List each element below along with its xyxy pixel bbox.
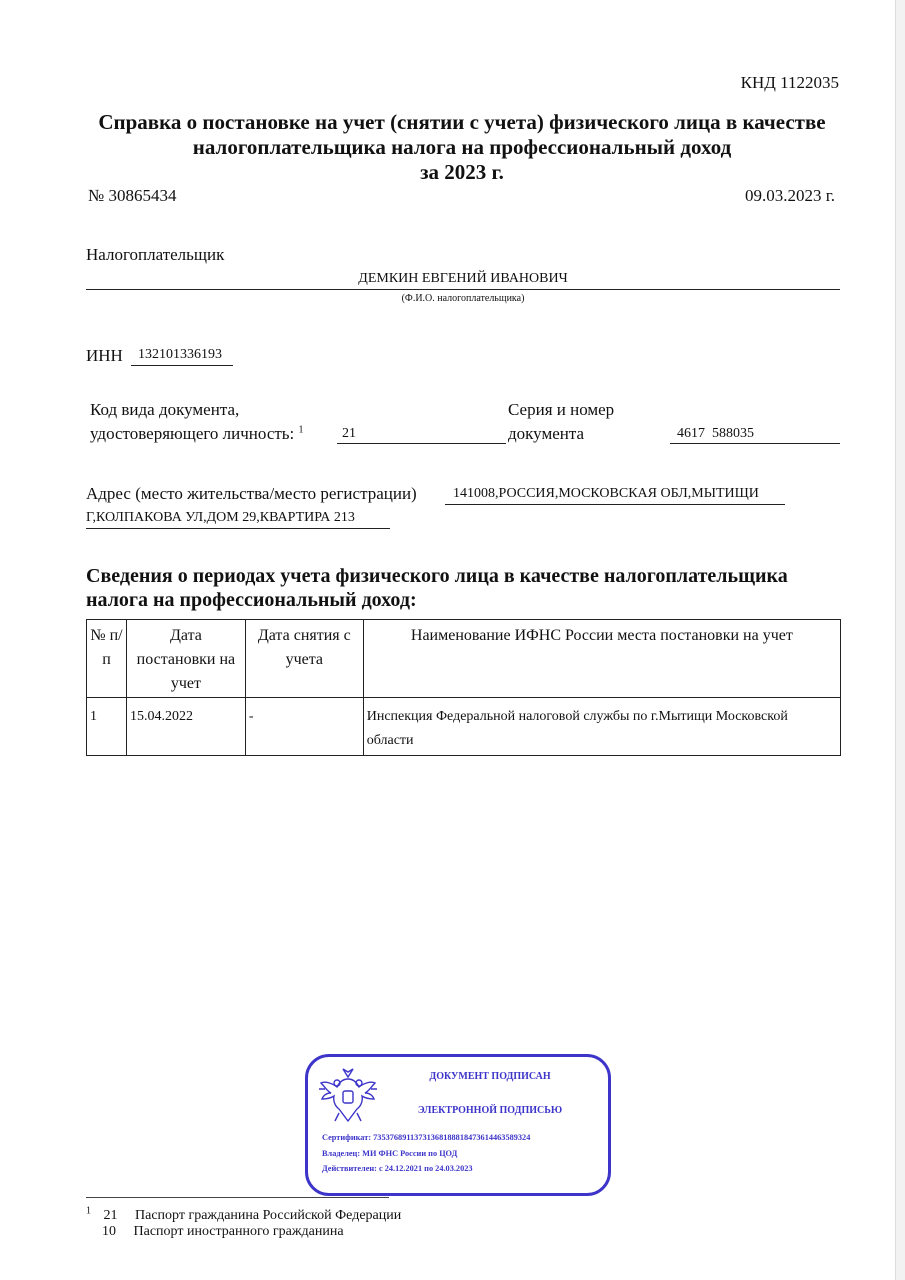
footnote-code: 10 [102, 1224, 116, 1239]
document-date: 09.03.2023 г. [744, 186, 835, 205]
cell-number: 1 [87, 698, 127, 756]
document-number: № 30865434 [88, 186, 177, 205]
table-header-row [87, 620, 841, 698]
title-line-2: налогоплательщика налога на профессиональный доход [192, 135, 732, 159]
footnote-item [86, 1205, 402, 1224]
inn-value: 132101336193 [138, 347, 222, 362]
header-registration-date: Дата постановки на учет [126, 620, 245, 698]
electronic-signature-stamp [305, 1054, 611, 1196]
footnotes [86, 1205, 402, 1240]
id-doc-series-label-1: Серия и номер [508, 400, 615, 419]
title-line-1: Справка о постановке на учет (снятии с учета) физического лица в качестве [98, 110, 826, 134]
address-line-2: Г,КОЛПАКОВА УЛ,ДОМ 29,КВАРТИРА 213 [86, 510, 355, 525]
header-deregistration-date: Дата снятия с учета [245, 620, 363, 698]
id-doc-code-value: 21 [342, 426, 356, 441]
footnote-item [86, 1224, 401, 1240]
footnote-code: 21 [103, 1208, 118, 1223]
footnote-mark: 1 [298, 424, 304, 436]
stamp-heading-1: ДОКУМЕНТ ПОДПИСАН [429, 1071, 551, 1082]
footnote-text: Паспорт иностранного гражданина [133, 1224, 344, 1239]
double-headed-eagle-icon [315, 1063, 381, 1127]
id-doc-series-value: 4617 588035 [677, 426, 754, 441]
stamp-owner: Владелец: МИ ФНС России по ЦОД [322, 1149, 458, 1158]
taxpayer-name: ДЕМКИН ЕВГЕНИЙ ИВАНОВИЧ [358, 271, 568, 286]
taxpayer-name-caption: (Ф.И.О. налогоплательщика) [401, 293, 525, 304]
footnote-divider [86, 1197, 389, 1198]
cell-deregistration-date: - [245, 698, 363, 756]
footnote-text: Паспорт гражданина Российской Федерации [135, 1208, 402, 1223]
id-doc-code-label-text: удостоверяющего личность: [90, 424, 295, 443]
document-title [60, 110, 864, 185]
inn-label: ИНН [86, 346, 123, 365]
stamp-heading-2: ЭЛЕКТРОННОЙ ПОДПИСЬЮ [417, 1105, 563, 1116]
cell-ifns-name: Инспекция Федеральной налоговой службы по г.Мытищи Московской области [363, 698, 840, 756]
header-number: № п/п [87, 620, 127, 698]
table-row [87, 698, 841, 756]
address-line-1: 141008,РОССИЯ,МОСКОВСКАЯ ОБЛ,МЫТИЩИ [453, 486, 759, 501]
address-label: Адрес (место жительства/место регистрации) [86, 484, 417, 503]
id-doc-code-label-2 [90, 424, 304, 444]
registration-periods-table [86, 619, 841, 756]
vertical-scrollbar[interactable] [895, 0, 905, 1280]
id-doc-code-label-1: Код вида документа, [90, 400, 240, 419]
section-title: Сведения о периодах учета физического лица в качестве налогоплательщика налога на профессиональный доход: [86, 565, 788, 611]
knd-code: КНД 1122035 [740, 73, 839, 92]
id-doc-series-label-2: документа [508, 424, 585, 443]
stamp-validity: Действителен: с 24.12.2021 по 24.03.2023 [322, 1164, 473, 1173]
stamp-certificate: Сертификат: 7353768911373136818881847361446358932​4 [322, 1133, 531, 1142]
taxpayer-label: Налогоплательщик [86, 245, 225, 264]
header-ifns-name: Наименование ИФНС России места постановки на учет [363, 620, 840, 698]
title-line-3: за 2023 г. [420, 160, 504, 184]
footnote-mark: 1 [86, 1205, 91, 1217]
cell-registration-date: 15.04.2022 [126, 698, 245, 756]
id-doc-code-underline [337, 424, 506, 444]
